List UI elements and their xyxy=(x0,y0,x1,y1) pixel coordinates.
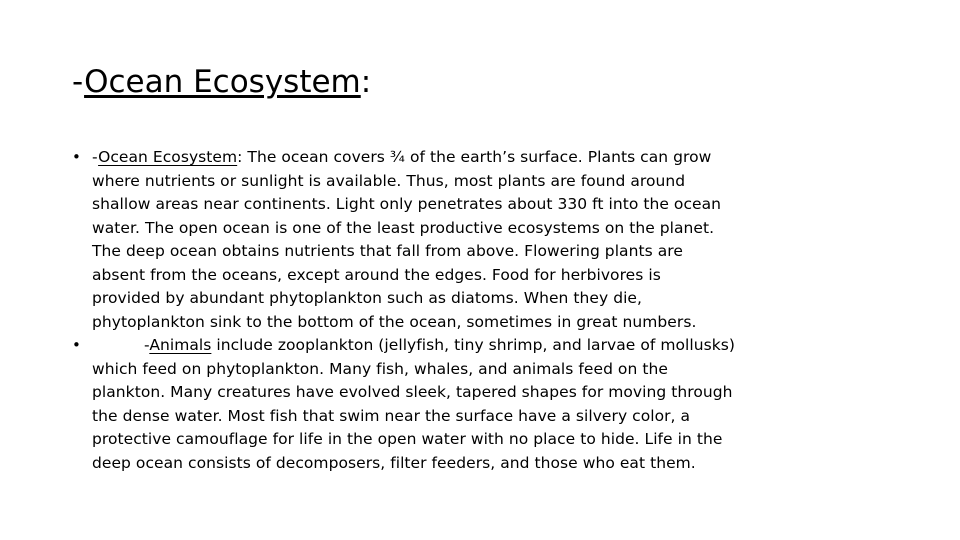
title-prefix: - xyxy=(72,64,85,100)
bullet-icon: • xyxy=(72,336,81,354)
line-prefix: - xyxy=(92,148,99,166)
bullet-line xyxy=(92,146,902,170)
line-rest: : The ocean covers ¾ of the earth’s surface. Plants can grow xyxy=(237,148,712,166)
slide-title xyxy=(72,58,371,106)
bullet-line: provided by abundant phytoplankton such as diatoms. When they die, xyxy=(92,289,642,307)
bullet-line: shallow areas near continents. Light only penetrates about 330 ft into the ocean xyxy=(92,195,722,213)
bullet-line: The deep ocean obtains nutrients that fall from above. Flowering plants are xyxy=(92,242,683,260)
bullet-line: the dense water. Most fish that swim near the surface have a silvery color, a xyxy=(92,406,691,425)
title-underlined: Ocean Ecosystem xyxy=(84,64,361,100)
bullet-line: absent from the oceans, except around the edges. Food for herbivores is xyxy=(92,265,661,284)
bullet-line: plankton. Many creatures have evolved sleek, tapered shapes for moving through xyxy=(92,383,733,401)
line-underlined: Animals xyxy=(149,336,212,354)
bullet-line: water. The open ocean is one of the least productive ecosystems on the planet. xyxy=(92,218,715,237)
bullet-line: phytoplankton sink to the bottom of the ocean, sometimes in great numbers. xyxy=(92,312,697,331)
bullet-line xyxy=(92,334,902,358)
bullet-line: where nutrients or sunlight is available. Thus, most plants are found around xyxy=(92,171,686,190)
title-suffix: : xyxy=(360,64,372,100)
line-underlined: Ocean Ecosystem xyxy=(98,148,238,166)
bullet-line: deep ocean consists of decomposers, filter feeders, and those who eat them. xyxy=(92,453,696,472)
bullet-line: which feed on phytoplankton. Many fish, whales, and animals feed on the xyxy=(92,359,668,378)
line-rest: include zooplankton (jellyfish, tiny shrimp, and larvae of mollusks) xyxy=(211,336,736,354)
bullet-animals xyxy=(72,334,902,475)
line-prefix: - xyxy=(144,336,150,354)
bullet-list xyxy=(72,146,902,475)
bullet-ocean-ecosystem xyxy=(72,146,902,334)
bullet-icon: • xyxy=(72,148,81,166)
bullet-line: protective camouflage for life in the open water with no place to hide. Life in the xyxy=(92,430,723,448)
